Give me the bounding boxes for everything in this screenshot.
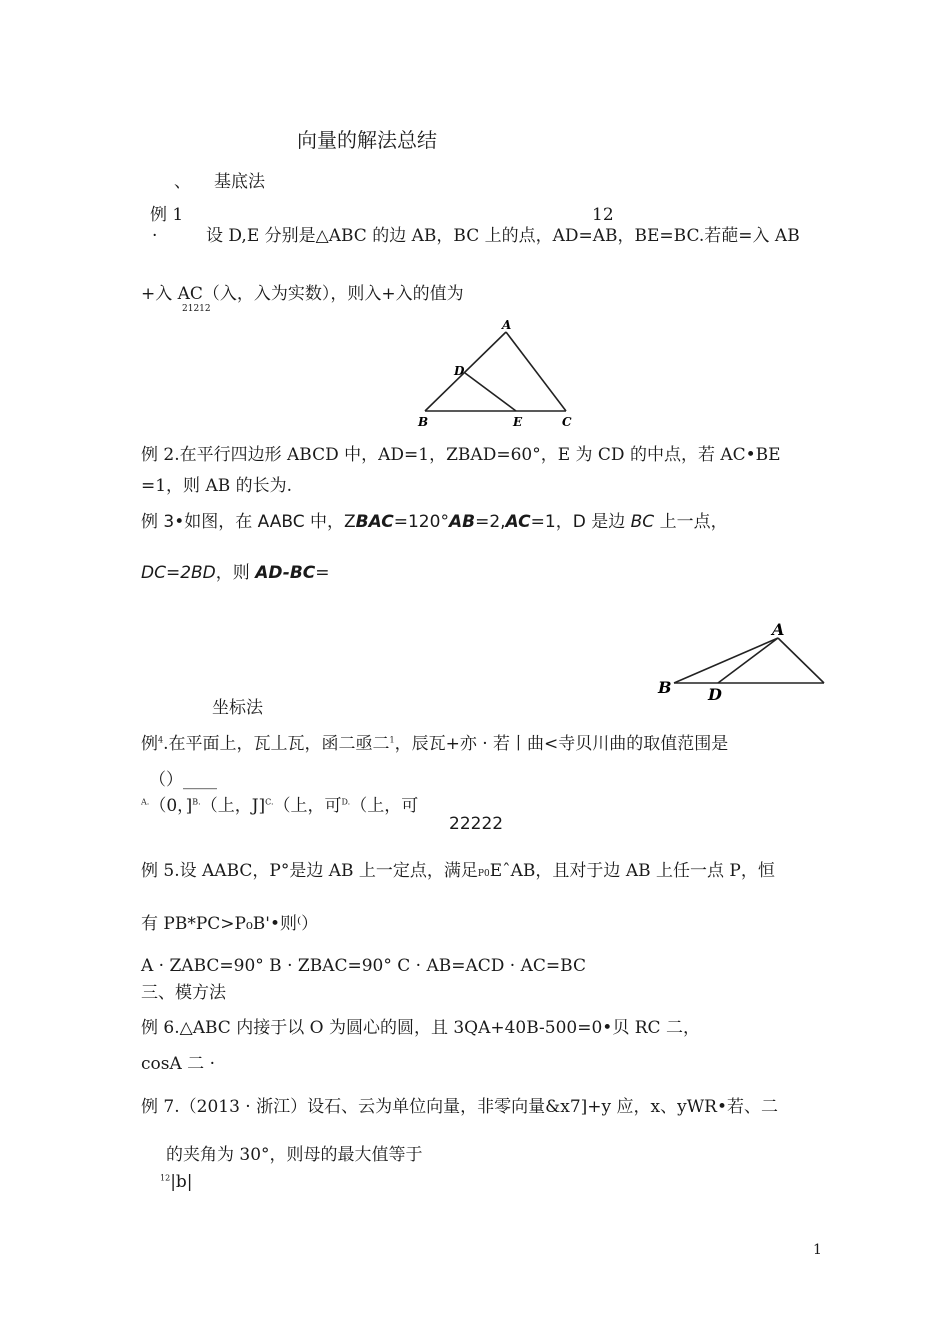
ex4-blank: （）____ xyxy=(149,770,217,790)
ex4-line1: 例$^4$.在平面上，瓦丄瓦，函二亟二$^1$，辰瓦+亦 · 若丨曲<寺贝川曲的取值范围是 xyxy=(141,734,729,754)
ex2-line1: 例 2.在平行四边形 ABCD 中，AD=1，ZBAD=60°，E 为 CD 的中点，若 AC•BE xyxy=(141,445,781,465)
page-title: 向量的解法总结 xyxy=(297,128,437,152)
fig2-side-ac xyxy=(778,638,824,683)
triangle-figure-2 xyxy=(652,618,832,706)
ex1-line2: +入 AC（入，入为实数），则入+入的值为 xyxy=(141,284,464,304)
ex1-sup-numbers: 12 xyxy=(592,205,614,225)
ex5-options: A · ZABC=90° B · ZBAC=90° C · AB=ACD · AC=BC xyxy=(141,956,586,976)
section-heading-coordinate: 坐标法 xyxy=(212,698,263,718)
ex1-subscripts: 21212 xyxy=(182,304,211,314)
fig1-label-c: C xyxy=(562,415,572,428)
fig1-label-d: D xyxy=(454,364,465,378)
section-heading-modulus: 三、模方法 xyxy=(141,983,226,1003)
triangle-figure-1 xyxy=(410,316,585,428)
fig1-side-ac xyxy=(506,332,566,411)
fig1-side-ab xyxy=(425,332,506,411)
section-heading-basis: 基底法 xyxy=(214,172,265,192)
section-marker: 、 xyxy=(174,172,191,192)
ex7-line3: $^{12}$|b| xyxy=(160,1172,193,1192)
fig1-label-a: A xyxy=(502,318,512,332)
fig2-label-a: A xyxy=(772,620,785,639)
ex3-line1: 例 3•如图，在 AABC 中，ZBAC=120°AB=2,AC=1，D 是边 BC 上一点， xyxy=(141,512,728,532)
ex1-line1: 设 D,E 分别是△ABC 的边 AB，BC 上的点，AD=AB，BE=BC.若葩=入 AB xyxy=(206,226,800,246)
ex4-numbers: 22222 xyxy=(449,814,504,834)
ex7-line1: 例 7.（2013 · 浙江）设石、云为单位向量，非零向量&x7]+y 应，x、yWR•若、二 xyxy=(141,1097,779,1117)
ex1-bullet: · xyxy=(152,226,158,246)
fig1-label-b: B xyxy=(418,415,429,428)
ex2-line2: =1，则 AB 的长为. xyxy=(141,476,293,496)
page-number: 1 xyxy=(813,1242,822,1258)
ex5-line1: 例 5.设 AABC，P°是边 AB 上一定点，满足P0EˆAB，且对于边 AB 上任一点 P，恒 xyxy=(141,861,775,881)
fig2-label-d: D xyxy=(708,685,722,704)
ex6-line2: cosA 二 · xyxy=(141,1054,215,1074)
ex5-line2: 有 PB*PC>P₀B'•则⁽） xyxy=(141,914,319,934)
ex4-options: $^{A.}$（0，]$^{B.}$（上，J]$^{C.}$（上，可$^{D.}$（上，可 xyxy=(141,796,419,816)
ex6-line1: 例 6.△ABC 内接于以 O 为圆心的圆，且 3QA+40B-500=0•贝 RC 二， xyxy=(141,1018,700,1038)
fig2-label-b: B xyxy=(658,678,672,697)
ex1-label: 例 1 xyxy=(150,205,184,225)
fig1-label-e: E xyxy=(513,415,523,428)
ex3-line2: DC=2BD，则 AD-BC= xyxy=(141,563,330,583)
fig1-segment-de xyxy=(465,373,516,411)
ex7-line2: 的夹角为 30°，则母的最大值等于 xyxy=(166,1145,423,1165)
